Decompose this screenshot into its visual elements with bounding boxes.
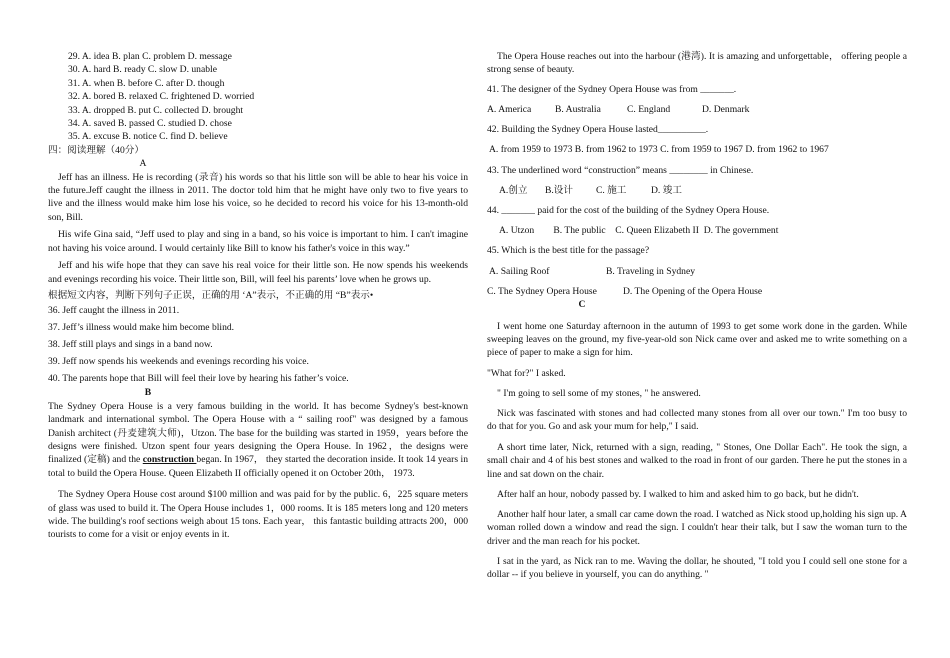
passage-a-paragraph: Jeff has an illness. He is recording (录音) his words so that his little son will be able to hear his voice in the future.Jeff caught the illness in 2011. The doctor told him that he might have only two to five years to live and the illness would make him lose his voice, so he decided to record his voice for his 13-month-old son, Bill.	[48, 171, 468, 223]
question-45-options-row-1	[487, 265, 907, 278]
question-44-options: A. Utzon B. The public C. Queen Elizabeth II D. The government	[499, 225, 779, 237]
question-40: 40. The parents hope that Bill will feel their love by hearing his father’s voice.	[48, 372, 349, 384]
option-41-c: C. England	[627, 104, 671, 116]
left-column	[48, 50, 468, 542]
question-45-options-row-2	[487, 285, 907, 298]
passage-c-label: C	[578, 299, 586, 311]
option-41-a: A. America	[487, 104, 532, 116]
passage-b-paragraph-1	[48, 400, 468, 480]
option-45-a: A. Sailing Roof	[489, 265, 550, 277]
passage-a-paragraph: His wife Gina said, “Jeff used to play and sing in a band, so his voice is important to him. I can't imagine not having his voice around. I would certainly like Bill to know his father's voice in this way.”	[48, 229, 468, 254]
question-39: 39. Jeff now spends his weekends and evenings recording his voice.	[48, 356, 309, 368]
option-line-33: 33. A. dropped B. put C. collected D. brought	[68, 104, 244, 116]
question-36: 36. Jeff caught the illness in 2011.	[48, 305, 180, 317]
option-41-b: B. Australia	[555, 104, 601, 116]
option-45-d: D. The Opening of the Opera House	[623, 285, 763, 297]
passage-c-paragraph: I sat in the yard, as Nick ran to me. Waving the dollar, he shouted, "I told you I could sell one stone for a dollar -- if you believe in yourself, you can do anything. "	[487, 555, 907, 581]
passage-c-paragraph: I went home one Saturday afternoon in the autumn of 1993 to get some work done in the garden. While sweeping leaves on the ground, my five-year-old son Nick came over and asked me to write something on a piece of paper to make a sign for him.	[487, 320, 907, 359]
passage-c-paragraph: Nick was fascinated with stones and had collected many stones from all over our town." I'm too busy to do that for you. Go and ask your mum for help," I said.	[487, 408, 907, 433]
option-line-34: 34. A. saved B. passed C. studied D. chose	[68, 118, 232, 130]
section-heading: 四：阅读理解（40分）	[48, 144, 144, 156]
passage-b-text-after: began. In 1967， they started the decoration inside. It took 14 years in total to build the Opera House. Queen Elizabeth II officially opened it on October 20th， 1973.	[48, 454, 469, 479]
question-43: 43. The underlined word “construction” means ________ in Chinese.	[487, 164, 754, 176]
option-line-35: 35. A. excuse B. notice C. find D. believe	[68, 131, 228, 143]
true-false-instruction: 根据短文内容，判断下列句子正误，正确的用 ‘A”表示，不正确的用 “B”表示•	[48, 289, 374, 301]
option-45-c: C. The Sydney Opera House	[487, 285, 597, 297]
option-line-32: 32. A. bored B. relaxed C. frightened D. worried	[68, 91, 255, 103]
question-41-options	[487, 103, 907, 116]
question-42-options: A. from 1959 to 1973 B. from 1962 to 1973 C. from 1959 to 1967 D. from 1962 to 1967	[489, 144, 829, 156]
option-43-d: D. 竣工	[651, 184, 682, 196]
question-42: 42. Building the Sydney Opera House lasted__________.	[487, 124, 709, 136]
option-line-30: 30. A. hard B. ready C. slow D. unable	[68, 64, 217, 76]
passage-a-label: A	[139, 158, 147, 170]
passage-c-paragraph: Another half hour later, a small car came down the road. I watched as Nick stood up,holding his sign up. A woman rolled down a window and read the sign. I couldn't hear their talk, but I saw the woman turn to the driver and the man reach for his pocket.	[487, 508, 907, 547]
right-column	[487, 50, 907, 582]
passage-b-paragraph-2: The Sydney Opera House cost around $100 million and was paid for by the public. 6，225 square meters of glass was used to build it. The Opera House includes 1，000 rooms. It is 185 meters long and 120 meters wide. The building's roof sections weigh about 15 tons. Each year， this fantastic building attracts 200，000 tourists to come for a visit or enjoy events in it.	[48, 489, 468, 541]
question-43-options	[487, 184, 907, 197]
option-43-b: B.设计	[545, 184, 573, 196]
passage-c-paragraph: " I'm going to sell some of my stones, " he answered.	[497, 387, 701, 399]
option-43-c: C. 施工	[596, 184, 627, 196]
underlined-word-construction: construction	[142, 454, 197, 466]
passage-c-paragraph: "What for?" I asked.	[487, 367, 566, 379]
option-line-31: 31. A. when B. before C. after D. though	[68, 77, 225, 89]
passage-c-paragraph: A short time later, Nick, returned with a sign, reading, " Stones, One Dollar Each". He took the sign, a small chair and 4 of his best stones and walked to the road in front of our garden. There he put the stones in a line and sat down on the chair.	[487, 441, 907, 480]
passage-c-paragraph: After half an hour, nobody passed by. I walked to him and asked him to go back, but he didn't.	[497, 488, 859, 500]
passage-a-paragraph: Jeff and his wife hope that they can save his real voice for their little son. He now spends his weekends and evenings recording his voice. Their little son, Bill, will feel his parents’ love when he grows up.	[48, 260, 468, 285]
question-45: 45. Which is the best title for the passage?	[487, 245, 650, 257]
question-44: 44. _______ paid for the cost of the building of the Sydney Opera House.	[487, 205, 770, 217]
passage-b-paragraph-3: The Opera House reaches out into the harbour (港湾). It is amazing and unforgettable， offering people a strong sense of beauty.	[487, 51, 907, 76]
question-38: 38. Jeff still plays and sings in a band now.	[48, 339, 213, 351]
passage-b-text-before: The Sydney Opera House is a very famous building in the world. It has become Sydney's best-known landmark and international symbol. The Opera House with a “ sailing roof" was designed by a famous Danish architect (丹麦建筑大师)，Utzon. The base for the building was started in 1959，years before the designs were finished. Utzon spent four years designing the Opera House. In 1962，the designs were finalized (定稿) and the	[48, 400, 468, 466]
option-41-d: D. Denmark	[702, 104, 750, 116]
option-line-29: 29. A. idea B. plan C. problem D. message	[68, 51, 232, 62]
option-43-a: A.创立	[499, 184, 528, 196]
question-37: 37. Jeff’s illness would make him become blind.	[48, 322, 235, 334]
option-45-b: B. Traveling in Sydney	[606, 265, 696, 277]
question-41: 41. The designer of the Sydney Opera House was from _______.	[487, 83, 737, 95]
passage-b-label: B	[144, 387, 152, 399]
